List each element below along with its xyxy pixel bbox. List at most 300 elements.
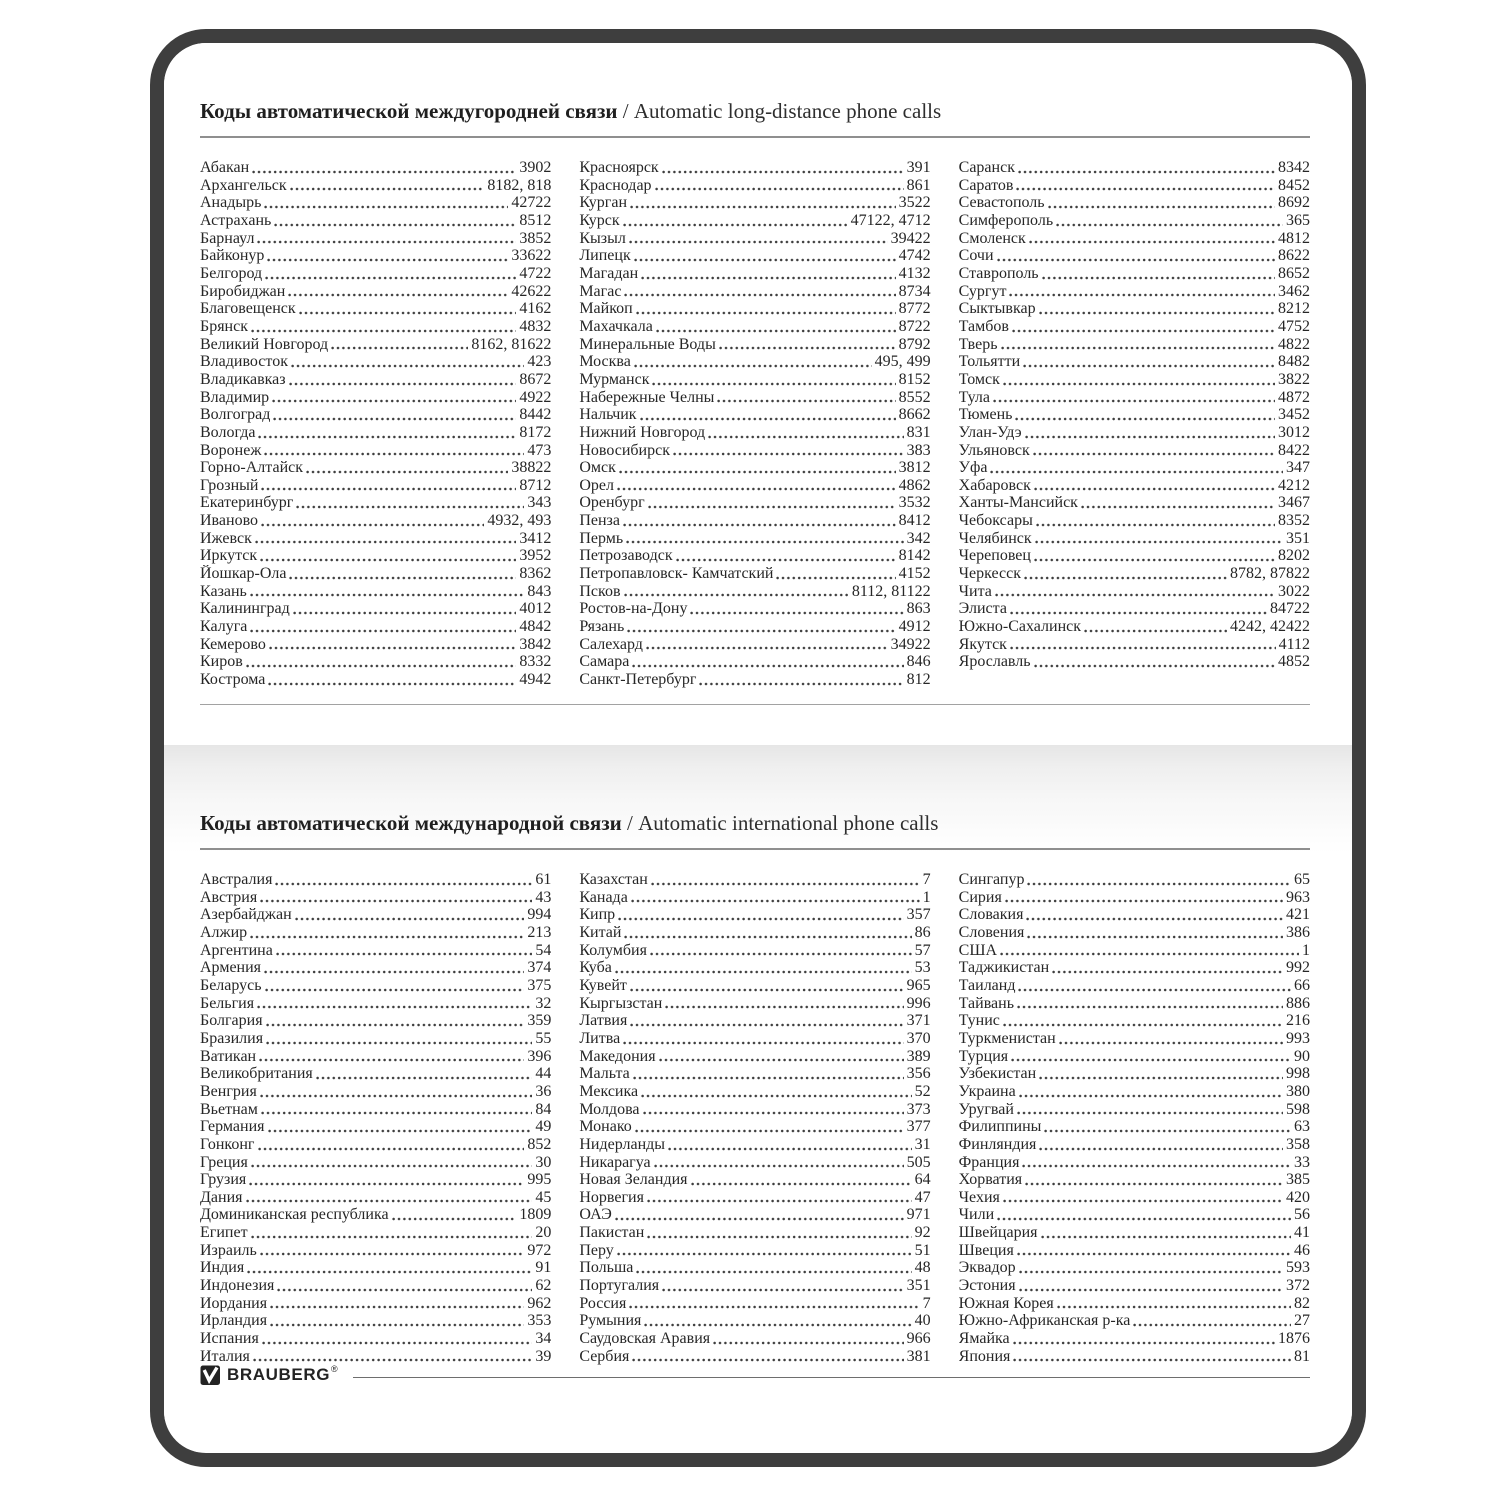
phone-code-entry bbox=[959, 871, 1310, 889]
entry-name: Петропавловск- Камчатский bbox=[579, 565, 774, 583]
entry-code: 3012 bbox=[1278, 423, 1310, 441]
dot-leader bbox=[713, 1341, 904, 1345]
dot-leader bbox=[644, 1323, 911, 1327]
entry-name: Курск bbox=[579, 211, 620, 229]
entry-code: 39 bbox=[535, 1347, 552, 1365]
dot-leader bbox=[1017, 1111, 1283, 1115]
dot-leader bbox=[1009, 293, 1275, 297]
entry-code: 8792 bbox=[898, 335, 931, 353]
entry-code: 82 bbox=[1294, 1294, 1310, 1312]
entry-code: 374 bbox=[527, 959, 552, 977]
entry-name: Филиппины bbox=[958, 1118, 1042, 1136]
entry-name: Бразилия bbox=[200, 1029, 264, 1047]
dot-leader bbox=[1000, 952, 1299, 956]
dot-leader bbox=[623, 523, 896, 527]
dot-leader bbox=[631, 899, 920, 903]
phone-code-entry bbox=[579, 1083, 930, 1101]
dot-leader bbox=[266, 1041, 532, 1045]
phone-code-entry bbox=[200, 671, 551, 689]
dot-leader bbox=[289, 576, 516, 580]
dot-leader bbox=[265, 988, 525, 992]
entry-name: Ростов-на-Дону bbox=[579, 600, 688, 618]
dot-leader bbox=[634, 258, 896, 262]
dot-leader bbox=[1039, 311, 1275, 315]
entry-code: 62 bbox=[535, 1277, 552, 1295]
entry-name: Уругвай bbox=[958, 1100, 1014, 1118]
entry-name: Куба bbox=[579, 959, 612, 977]
entry-name: Венгрия bbox=[200, 1082, 257, 1100]
dot-leader bbox=[293, 611, 517, 615]
entry-code: 4242, 42422 bbox=[1230, 618, 1310, 636]
phone-code-entry bbox=[200, 583, 551, 601]
title-russian: Коды автоматической международной связи bbox=[200, 811, 622, 835]
dot-leader bbox=[1025, 435, 1275, 439]
entry-code: 3532 bbox=[898, 494, 931, 512]
dot-leader bbox=[260, 558, 516, 562]
phone-code-entry bbox=[200, 1277, 551, 1295]
entry-code: 91 bbox=[535, 1259, 552, 1277]
dot-leader bbox=[650, 952, 912, 956]
phone-code-entry bbox=[579, 1048, 930, 1066]
phone-code-entry bbox=[200, 300, 551, 318]
dot-leader bbox=[623, 1041, 903, 1045]
dot-leader bbox=[708, 435, 904, 439]
entry-code: 342 bbox=[906, 529, 931, 547]
dot-leader bbox=[296, 505, 524, 509]
dot-leader bbox=[1010, 611, 1267, 615]
phone-code-entry bbox=[959, 1136, 1310, 1154]
entry-code: 962 bbox=[527, 1294, 552, 1312]
dot-leader bbox=[249, 1182, 524, 1186]
phone-code-entry bbox=[579, 1295, 930, 1313]
entry-name: Сербия bbox=[579, 1347, 630, 1365]
dot-leader bbox=[258, 1147, 525, 1151]
dot-leader bbox=[624, 293, 895, 297]
planner-page-frame bbox=[150, 29, 1366, 1467]
phone-code-entry bbox=[200, 1206, 551, 1224]
entry-code: 39422 bbox=[890, 229, 931, 247]
phone-code-entry bbox=[200, 1083, 551, 1101]
entry-code: 995 bbox=[527, 1171, 552, 1189]
entry-code: 385 bbox=[1286, 1171, 1310, 1189]
entry-name: Томск bbox=[958, 370, 1000, 388]
entry-name: Болгария bbox=[200, 1012, 263, 1030]
entry-code: 421 bbox=[1286, 906, 1310, 924]
phone-code-entry bbox=[959, 1048, 1310, 1066]
phone-code-entry bbox=[200, 318, 551, 336]
phone-code-entry bbox=[200, 1118, 551, 1136]
entry-code: 8482 bbox=[1278, 353, 1310, 371]
phone-code-entry bbox=[579, 1224, 930, 1242]
entry-name: Грузия bbox=[200, 1171, 247, 1189]
entry-name: Финляндия bbox=[958, 1135, 1037, 1153]
dot-leader bbox=[655, 187, 904, 191]
entry-code: 473 bbox=[527, 441, 552, 459]
dot-leader bbox=[259, 1058, 524, 1062]
registered-trademark-symbol: ® bbox=[331, 1364, 338, 1374]
entry-name: Япония bbox=[958, 1347, 1011, 1365]
dot-leader bbox=[306, 470, 508, 474]
entry-code: 3822 bbox=[1278, 370, 1310, 388]
entry-code: 420 bbox=[1286, 1188, 1310, 1206]
entry-name: Вологда bbox=[200, 423, 256, 441]
phone-code-entry bbox=[959, 530, 1310, 548]
phone-code-entry bbox=[579, 977, 930, 995]
entry-name: Челябинск bbox=[958, 529, 1032, 547]
entry-name: Дания bbox=[200, 1188, 243, 1206]
dot-leader bbox=[299, 311, 517, 315]
dot-leader bbox=[290, 187, 485, 191]
phone-code-entry bbox=[959, 371, 1310, 389]
entry-name: Ямайка bbox=[958, 1330, 1010, 1348]
dot-leader bbox=[1035, 540, 1283, 544]
phone-code-entry bbox=[959, 336, 1310, 354]
phone-code-entry bbox=[579, 1136, 930, 1154]
dot-leader bbox=[261, 487, 516, 491]
entry-code: 41 bbox=[1294, 1224, 1310, 1242]
entry-code: 3812 bbox=[898, 459, 931, 477]
phone-code-entry bbox=[200, 442, 551, 460]
entry-name: Новосибирск bbox=[579, 441, 670, 459]
dot-leader bbox=[1015, 417, 1275, 421]
entry-name: Пермь bbox=[579, 529, 624, 547]
dot-leader bbox=[618, 917, 904, 921]
entry-code: 81 bbox=[1294, 1347, 1310, 1365]
entry-code: 495, 499 bbox=[874, 353, 931, 371]
entry-code: 994 bbox=[527, 906, 552, 924]
phone-code-entry bbox=[200, 212, 551, 230]
phone-code-entry bbox=[200, 1012, 551, 1030]
dot-leader bbox=[250, 629, 516, 633]
entry-code: 8182, 818 bbox=[487, 176, 552, 194]
entry-code: 4212 bbox=[1278, 476, 1310, 494]
phone-code-entry bbox=[200, 512, 551, 530]
phone-code-entry bbox=[959, 1154, 1310, 1172]
entry-name: Индия bbox=[200, 1259, 245, 1277]
entry-name: Ватикан bbox=[200, 1047, 257, 1065]
entry-code: 8782, 87822 bbox=[1230, 565, 1310, 583]
dot-leader bbox=[662, 1288, 903, 1292]
phone-code-entry bbox=[959, 1259, 1310, 1277]
entry-code: 7 bbox=[922, 1294, 931, 1312]
footer-rule bbox=[353, 1377, 1310, 1378]
phone-code-entry bbox=[579, 371, 930, 389]
phone-code-entry bbox=[200, 1048, 551, 1066]
entry-code: 4112 bbox=[1278, 635, 1310, 653]
entry-name: Тамбов bbox=[958, 317, 1009, 335]
entry-name: Узбекистан bbox=[958, 1065, 1037, 1083]
phone-code-entry bbox=[200, 194, 551, 212]
long-distance-codes-list bbox=[200, 159, 1310, 689]
phone-code-entry bbox=[579, 336, 930, 354]
dot-leader bbox=[648, 505, 896, 509]
dot-leader bbox=[257, 1005, 532, 1009]
dot-leader bbox=[331, 346, 468, 350]
phone-code-entry bbox=[579, 1171, 930, 1189]
dot-leader bbox=[274, 223, 516, 227]
entry-code: 996 bbox=[906, 994, 931, 1012]
entry-code: 8162, 81622 bbox=[471, 335, 552, 353]
dot-leader bbox=[630, 1023, 903, 1027]
phone-code-entry bbox=[200, 1101, 551, 1119]
entry-code: 4152 bbox=[898, 565, 931, 583]
entry-name: Набережные Челны bbox=[579, 388, 715, 406]
entry-name: Аргентина bbox=[200, 941, 273, 959]
entry-name: Черкесск bbox=[958, 565, 1022, 583]
dot-leader bbox=[646, 646, 888, 650]
entry-name: Никарагуа bbox=[579, 1153, 651, 1171]
entry-name: Австралия bbox=[200, 871, 273, 888]
page-title-2 bbox=[200, 745, 1310, 836]
entry-code: 4132 bbox=[898, 264, 931, 282]
entry-code: 4842 bbox=[519, 618, 552, 636]
dot-leader bbox=[261, 523, 484, 527]
dot-leader bbox=[1029, 240, 1275, 244]
dot-leader bbox=[1018, 988, 1291, 992]
phone-code-entry bbox=[200, 1224, 551, 1242]
entry-code: 380 bbox=[1286, 1082, 1310, 1100]
entry-name: Череповец bbox=[958, 547, 1031, 565]
phone-code-entry bbox=[959, 1171, 1310, 1189]
entry-name: Ульяновск bbox=[958, 441, 1030, 459]
entry-code: 8342 bbox=[1278, 159, 1310, 176]
entry-code: 90 bbox=[1294, 1047, 1310, 1065]
entry-name: Нальчик bbox=[579, 406, 637, 424]
dot-leader bbox=[288, 293, 508, 297]
dot-leader bbox=[258, 435, 516, 439]
entry-code: 357 bbox=[906, 906, 931, 924]
phone-code-entry bbox=[959, 1012, 1310, 1030]
entry-code: 3467 bbox=[1278, 494, 1310, 512]
phone-code-entry bbox=[579, 406, 930, 424]
entry-code: 812 bbox=[906, 671, 931, 689]
entry-code: 831 bbox=[906, 423, 931, 441]
entry-code: 886 bbox=[1286, 994, 1310, 1012]
entry-name: Абакан bbox=[200, 159, 250, 176]
phone-code-entry bbox=[959, 442, 1310, 460]
entry-code: 343 bbox=[527, 494, 552, 512]
phone-code-entry bbox=[200, 371, 551, 389]
entry-name: Белгород bbox=[200, 264, 263, 282]
entry-code: 365 bbox=[1286, 211, 1310, 229]
entry-code: 8552 bbox=[898, 388, 931, 406]
entry-name: Польша bbox=[579, 1259, 634, 1277]
entry-code: 47122, 4712 bbox=[850, 211, 931, 229]
entry-name: США bbox=[958, 941, 998, 959]
phone-code-entry bbox=[959, 247, 1310, 265]
phone-code-entry bbox=[579, 565, 930, 583]
entry-code: 3412 bbox=[519, 529, 552, 547]
entry-name: Благовещенск bbox=[200, 300, 296, 318]
dot-leader bbox=[264, 970, 524, 974]
entry-name: Азербайджан bbox=[200, 906, 292, 924]
entry-code: 33622 bbox=[511, 247, 552, 265]
entry-name: Македония bbox=[579, 1047, 656, 1065]
phone-code-entry bbox=[200, 283, 551, 301]
phone-code-entry bbox=[200, 265, 551, 283]
codes-column-2 bbox=[579, 871, 930, 1365]
entry-code: 30 bbox=[535, 1153, 552, 1171]
phone-code-entry bbox=[579, 194, 930, 212]
dot-leader bbox=[270, 1305, 524, 1309]
phone-code-entry bbox=[200, 1171, 551, 1189]
phone-code-entry bbox=[959, 1206, 1310, 1224]
entry-code: 8712 bbox=[519, 476, 552, 494]
phone-code-entry bbox=[579, 212, 930, 230]
dot-leader bbox=[1057, 1305, 1291, 1309]
entry-name: Франция bbox=[958, 1153, 1020, 1171]
entry-name: Румыния bbox=[579, 1312, 642, 1330]
dot-leader bbox=[647, 1199, 912, 1203]
dot-leader bbox=[1016, 187, 1275, 191]
entry-name: Петрозаводск bbox=[579, 547, 673, 565]
dot-leader bbox=[647, 1235, 911, 1239]
entry-code: 8772 bbox=[898, 300, 931, 318]
phone-code-entry bbox=[579, 442, 930, 460]
entry-code: 8734 bbox=[898, 282, 931, 300]
phone-code-entry bbox=[200, 1154, 551, 1172]
entry-name: Сургут bbox=[958, 282, 1007, 300]
title-russian: Коды автоматической междугородней связи bbox=[200, 99, 618, 123]
dot-leader bbox=[260, 899, 532, 903]
entry-code: 4872 bbox=[1278, 388, 1310, 406]
dot-leader bbox=[267, 258, 508, 262]
dot-leader bbox=[1023, 364, 1275, 368]
entry-code: 8452 bbox=[1278, 176, 1310, 194]
entry-code: 51 bbox=[914, 1241, 931, 1259]
phone-code-entry bbox=[959, 1330, 1310, 1348]
dot-leader bbox=[260, 1094, 533, 1098]
phone-code-entry bbox=[959, 318, 1310, 336]
phone-code-entry bbox=[959, 230, 1310, 248]
entry-code: 84 bbox=[535, 1100, 552, 1118]
entry-code: 8622 bbox=[1278, 247, 1310, 265]
phone-code-entry bbox=[579, 942, 930, 960]
entry-code: 359 bbox=[527, 1012, 552, 1030]
phone-code-entry bbox=[579, 924, 930, 942]
entry-code: 381 bbox=[906, 1347, 931, 1365]
phone-code-entry bbox=[579, 177, 930, 195]
dot-leader bbox=[1017, 1252, 1291, 1256]
title-divider bbox=[200, 848, 1310, 850]
entry-code: 8662 bbox=[898, 406, 931, 424]
dot-leader bbox=[261, 1111, 532, 1115]
brauberg-checkmark-icon bbox=[200, 1364, 222, 1386]
title-divider bbox=[200, 136, 1310, 138]
phone-code-entry bbox=[579, 512, 930, 530]
dot-leader bbox=[691, 1182, 912, 1186]
entry-name: Ставрополь bbox=[958, 264, 1039, 282]
codes-column-3 bbox=[959, 159, 1310, 689]
phone-code-entry bbox=[959, 194, 1310, 212]
entry-name: Казань bbox=[200, 582, 247, 600]
entry-name: Вьетнам bbox=[200, 1100, 258, 1118]
entry-code: 45 bbox=[535, 1188, 552, 1206]
entry-code: 63 bbox=[1294, 1118, 1310, 1136]
dot-leader bbox=[630, 205, 896, 209]
dot-leader bbox=[629, 240, 888, 244]
phone-code-entry bbox=[200, 653, 551, 671]
entry-code: 353 bbox=[527, 1312, 552, 1330]
section-long-distance bbox=[164, 43, 1352, 745]
entry-name: Владимир bbox=[200, 388, 270, 406]
entry-name: Кемерово bbox=[200, 635, 266, 653]
entry-code: 863 bbox=[906, 600, 931, 618]
entry-code: 505 bbox=[906, 1153, 931, 1171]
phone-code-entry bbox=[959, 283, 1310, 301]
entry-name: Латвия bbox=[579, 1012, 628, 1030]
phone-code-entry bbox=[959, 618, 1310, 636]
codes-column-2 bbox=[579, 159, 930, 689]
entry-code: 49 bbox=[535, 1118, 552, 1136]
entry-name: Санкт-Петербург bbox=[579, 671, 697, 689]
dot-leader bbox=[272, 399, 516, 403]
dot-leader bbox=[643, 1111, 904, 1115]
entry-name: Пакистан bbox=[579, 1224, 645, 1242]
entry-code: 843 bbox=[527, 582, 552, 600]
dot-leader bbox=[1056, 223, 1283, 227]
entry-name: Монако bbox=[579, 1118, 632, 1136]
entry-code: 396 bbox=[527, 1047, 552, 1065]
entry-name: Великобритания bbox=[200, 1065, 313, 1083]
entry-name: Владикавказ bbox=[200, 370, 286, 388]
phone-code-entry bbox=[959, 1277, 1310, 1295]
phone-code-entry bbox=[579, 494, 930, 512]
entry-name: Барнаул bbox=[200, 229, 255, 247]
entry-code: 4752 bbox=[1278, 317, 1310, 335]
entry-name: Брянск bbox=[200, 317, 248, 335]
title-english: / Automatic long-distance phone calls bbox=[622, 99, 942, 123]
entry-name: Ярославль bbox=[958, 653, 1031, 671]
entry-name: Псков bbox=[579, 582, 621, 600]
dot-leader bbox=[651, 882, 920, 886]
phone-code-entry bbox=[959, 265, 1310, 283]
phone-code-entry bbox=[959, 1348, 1310, 1366]
phone-code-entry bbox=[959, 924, 1310, 942]
entry-name: Кызыл bbox=[579, 229, 626, 247]
section-end-divider bbox=[200, 704, 1310, 705]
entry-name: Биробиджан bbox=[200, 282, 286, 300]
entry-code: 44 bbox=[535, 1065, 552, 1083]
dot-leader bbox=[665, 1005, 903, 1009]
entry-code: 61 bbox=[535, 871, 552, 888]
dot-leader bbox=[268, 1129, 533, 1133]
phone-code-entry bbox=[200, 1295, 551, 1313]
phone-code-entry bbox=[200, 389, 551, 407]
phone-code-entry bbox=[579, 653, 930, 671]
entry-name: Чебоксары bbox=[958, 512, 1033, 530]
entry-code: 1 bbox=[922, 888, 931, 906]
entry-name: Кыргызстан bbox=[579, 994, 663, 1012]
dot-leader bbox=[1012, 329, 1275, 333]
phone-code-entry bbox=[959, 212, 1310, 230]
dot-leader bbox=[629, 1305, 919, 1309]
entry-code: 4832 bbox=[519, 317, 552, 335]
entry-name: Бельгия bbox=[200, 994, 255, 1012]
phone-code-entry bbox=[959, 1312, 1310, 1330]
entry-name: Калуга bbox=[200, 618, 248, 636]
entry-code: 4742 bbox=[898, 247, 931, 265]
entry-code: 3452 bbox=[1278, 406, 1310, 424]
entry-code: 65 bbox=[1294, 871, 1310, 888]
phone-code-entry bbox=[579, 1312, 930, 1330]
entry-code: 1 bbox=[1302, 941, 1310, 959]
entry-code: 84722 bbox=[1270, 600, 1310, 618]
entry-name: Беларусь bbox=[200, 976, 262, 994]
phone-code-entry bbox=[200, 547, 551, 565]
dot-leader bbox=[699, 682, 903, 686]
entry-code: 64 bbox=[914, 1171, 931, 1189]
